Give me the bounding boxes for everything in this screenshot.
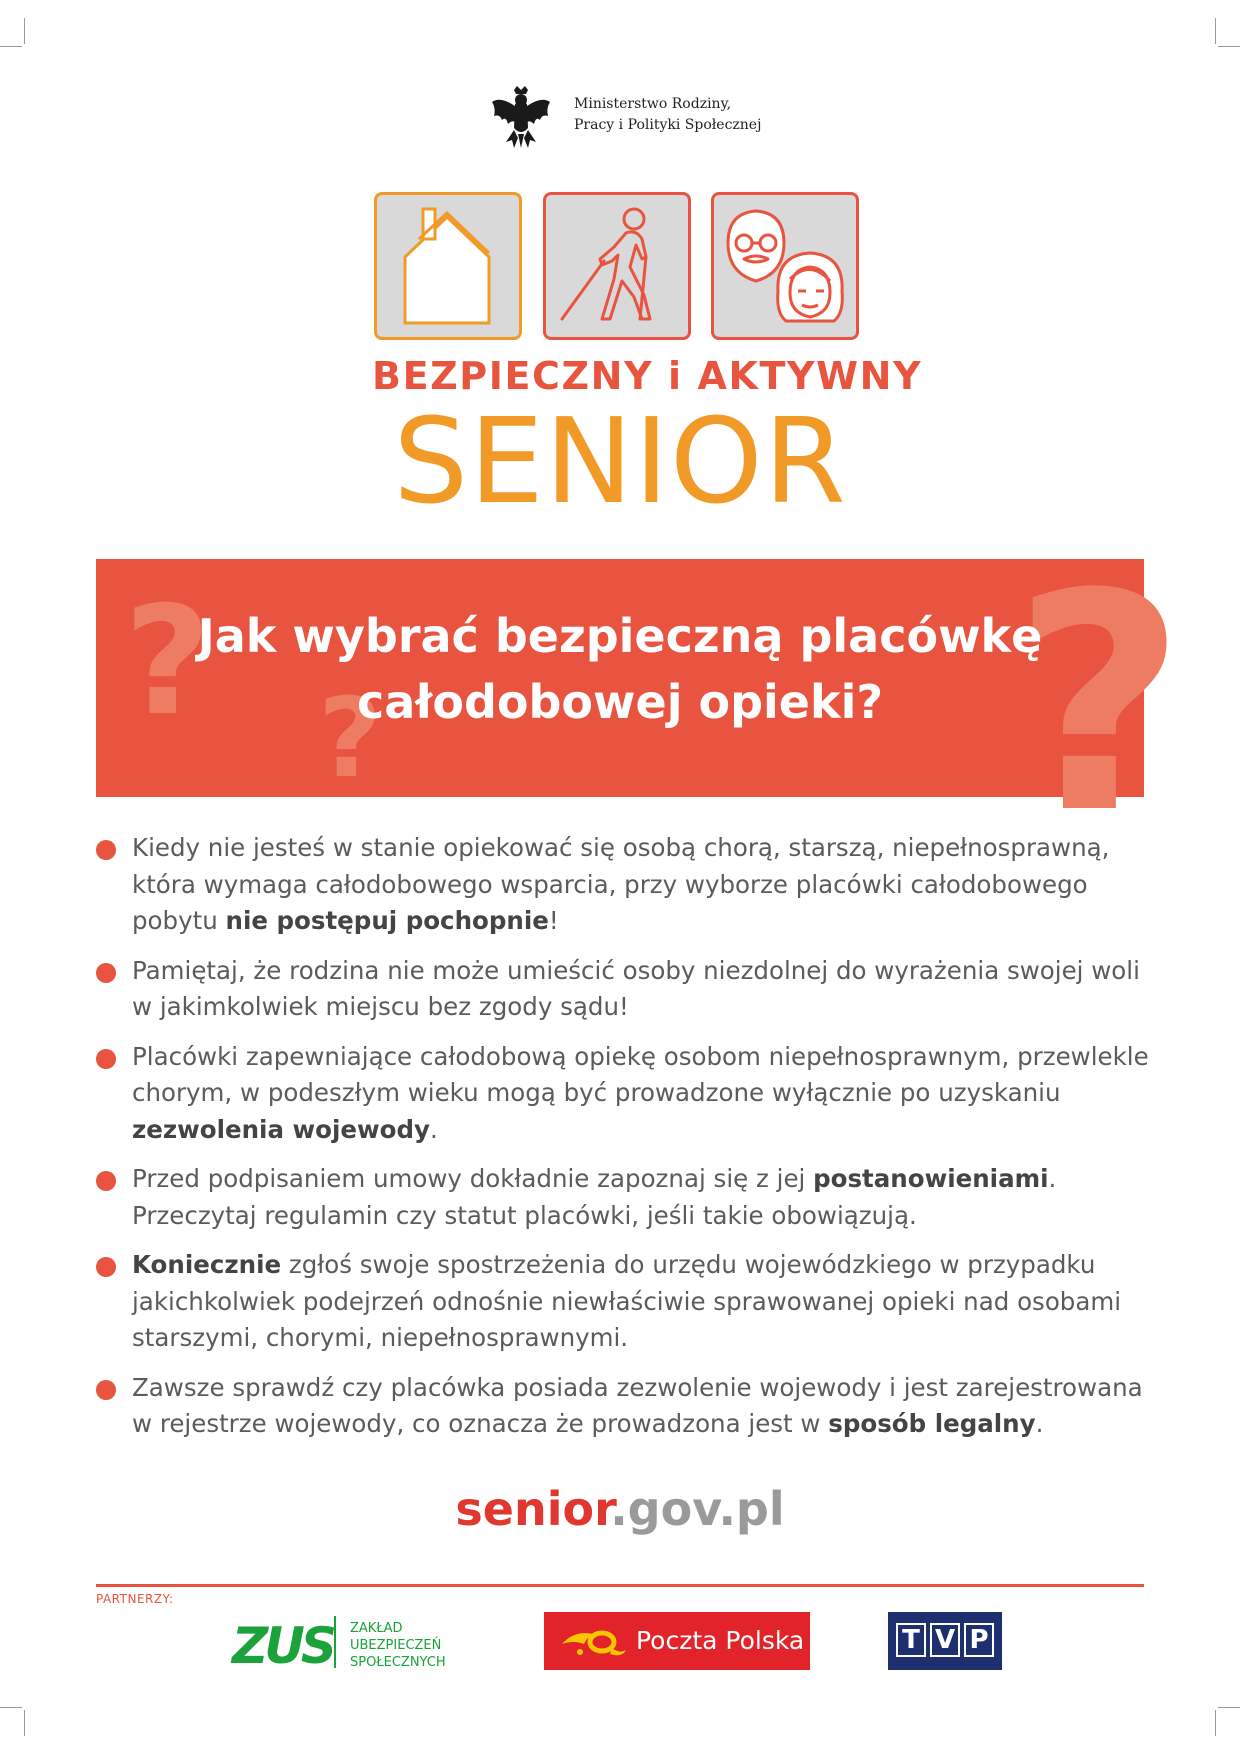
question-mark-decoration: ? bbox=[1012, 530, 1187, 879]
couple-tile bbox=[711, 192, 859, 340]
advice-text: Kiedy nie jesteś w stanie opiekować się osobą chorą, starszą, niepełnosprawną, która wymaga całodobowego wsparcia, przy wyborze placówki całodobowego pobytu bbox=[132, 833, 1110, 935]
zus-name-line1: ZAKŁAD bbox=[350, 1621, 403, 1636]
banner-title-line2: całodobowej opieki? bbox=[356, 675, 884, 729]
banner-title bbox=[96, 603, 1144, 735]
crop-mark bbox=[1218, 46, 1240, 47]
advice-text: Zawsze sprawdź czy placówka posiada zezwolenie wojewody i jest zarejestrowana w rejestrze wojewody, co oznacza że prowadzona jest w bbox=[132, 1372, 1143, 1438]
poczta-name: Poczta Polska bbox=[636, 1626, 805, 1655]
advice-emphasis: nie postępuj pochopnie bbox=[225, 906, 549, 935]
question-mark-decoration: ? bbox=[318, 674, 382, 802]
crop-mark bbox=[1215, 18, 1216, 44]
advice-text: . Przeczytaj regulamin czy statut placówki, jeśli takie obowiązują. bbox=[132, 1164, 1057, 1230]
zus-name-line2: UBEZPIECZEŃ bbox=[350, 1638, 442, 1653]
bullet-dot bbox=[96, 1257, 116, 1277]
advice-item bbox=[96, 1161, 1156, 1234]
zus-wordmark: ZUS bbox=[232, 1617, 333, 1675]
poczta-polska-logo bbox=[544, 1612, 810, 1670]
bullet-dot bbox=[96, 963, 116, 983]
advice-item bbox=[96, 1370, 1156, 1443]
advice-item bbox=[96, 953, 1156, 1026]
advice-text: . bbox=[429, 1114, 438, 1144]
bullet-dot bbox=[96, 1171, 116, 1191]
ministry-name-line2: Pracy i Polityki Społecznej bbox=[574, 117, 762, 133]
logo-tagline: BEZPIECZNY i AKTYWNY bbox=[372, 354, 923, 398]
footer-divider bbox=[96, 1584, 1144, 1587]
title-banner bbox=[96, 530, 1187, 879]
advice-item bbox=[96, 1039, 1156, 1149]
partners-label: PARTNERZY: bbox=[96, 1592, 174, 1606]
advice-text: Przed podpisaniem umowy dokładnie zapoznaj się z jej bbox=[132, 1164, 814, 1193]
website-part-domain: .gov.pl bbox=[610, 1482, 785, 1536]
crop-mark bbox=[24, 1710, 25, 1736]
crop-mark bbox=[1218, 1707, 1240, 1708]
advice-list bbox=[96, 830, 1156, 1456]
advice-text: Pamiętaj, że rodzina nie może umieścić osoby niezdolnej do wyrażenia swojej woli w jakimkolwiek miejscu bez zgody sądu! bbox=[132, 955, 1140, 1021]
question-mark-decoration: ? bbox=[124, 575, 212, 749]
crop-mark bbox=[1215, 1710, 1216, 1736]
bullet-dot bbox=[96, 840, 116, 860]
house-icon bbox=[377, 195, 519, 337]
zus-name-line3: SPOŁECZNYCH bbox=[350, 1655, 446, 1670]
tvp-letter: P bbox=[964, 1623, 994, 1657]
zus-separator bbox=[334, 1616, 336, 1668]
bullet-dot bbox=[96, 1380, 116, 1400]
advice-text: zgłoś swoje spostrzeżenia do urzędu wojewódzkiego w przypadku jakichkolwiek podejrzeń odnośnie niewłaściwie sprawowanej opieki nad osobami starszymi, chorymi, niepełnosprawnymi. bbox=[132, 1250, 1122, 1352]
advice-emphasis: postanowieniami bbox=[813, 1164, 1049, 1193]
tvp-logo bbox=[888, 1612, 1002, 1670]
website-part-senior: senior bbox=[455, 1482, 611, 1536]
bullet-dot bbox=[96, 1049, 116, 1069]
advice-text: ! bbox=[548, 906, 559, 935]
ministry-header bbox=[490, 86, 770, 146]
crop-mark bbox=[0, 1707, 22, 1708]
crop-mark bbox=[0, 46, 22, 47]
tvp-letter: T bbox=[896, 1623, 926, 1657]
crop-mark bbox=[24, 18, 25, 44]
zus-full-name bbox=[350, 1620, 446, 1671]
zus-logo bbox=[232, 1614, 472, 1674]
website-address[interactable] bbox=[0, 1482, 1240, 1536]
advice-text: Placówki zapewniające całodobową opiekę osobom niepełnosprawnym, przewlekle chorym, w podeszłym wieku mogą być prowadzone wyłącznie po uzyskaniu bbox=[132, 1041, 1149, 1107]
advice-text: . bbox=[1035, 1409, 1044, 1438]
advice-emphasis: Koniecznie bbox=[132, 1250, 282, 1279]
hiker-tile bbox=[543, 192, 691, 340]
eagle-emblem-icon bbox=[490, 86, 552, 150]
house-tile bbox=[374, 192, 522, 340]
advice-item bbox=[96, 830, 1156, 940]
tvp-letter: V bbox=[930, 1623, 960, 1657]
ministry-name-line1: Ministerstwo Rodziny, bbox=[574, 96, 732, 112]
advice-emphasis: zezwolenia wojewody bbox=[132, 1114, 430, 1144]
poczta-horn-icon bbox=[560, 1624, 628, 1658]
hiker-with-poles-icon bbox=[546, 195, 688, 337]
advice-item bbox=[96, 1247, 1156, 1357]
logo-wordmark: SENIOR bbox=[393, 392, 847, 530]
banner-title-line1: Jak wybrać bezpieczną placówkę bbox=[197, 609, 1043, 663]
elderly-couple-icon bbox=[714, 195, 856, 337]
advice-emphasis: sposób legalny bbox=[828, 1409, 1036, 1438]
